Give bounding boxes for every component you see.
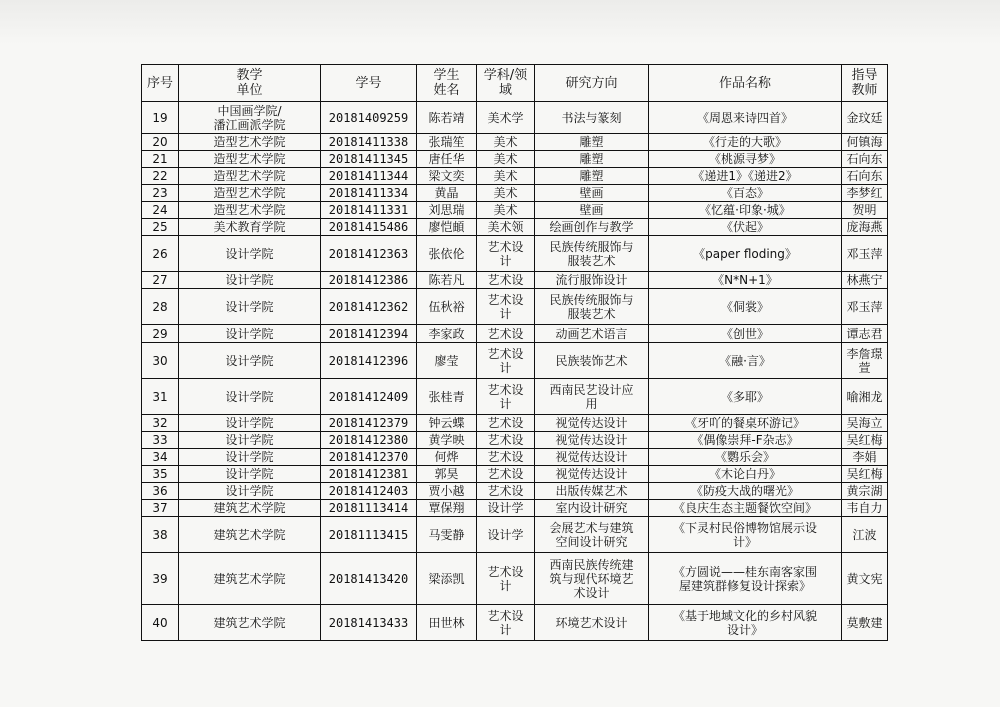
table-row <box>142 134 888 151</box>
cell-unit: 设计学院 <box>179 236 321 272</box>
cell-research-direction: 环境艺术设计 <box>535 605 649 641</box>
cell-research-direction: 视觉传达设计 <box>535 449 649 466</box>
cell-discipline: 设计学 <box>477 500 535 517</box>
cell-unit: 设计学院 <box>179 379 321 415</box>
cell-research-direction: 民族装饰艺术 <box>535 343 649 379</box>
cell-index: 20 <box>142 134 179 151</box>
cell-unit: 美术教育学院 <box>179 219 321 236</box>
header-row <box>142 65 888 102</box>
cell-advisor: 喻湘龙 <box>842 379 888 415</box>
cell-discipline: 艺术设 计 <box>477 379 535 415</box>
cell-index: 27 <box>142 272 179 289</box>
cell-index: 19 <box>142 102 179 134</box>
cell-index: 24 <box>142 202 179 219</box>
cell-student-id: 20181412381 <box>321 466 417 483</box>
cell-research-direction: 民族传统服饰与 服装艺术 <box>535 236 649 272</box>
table-row <box>142 151 888 168</box>
cell-unit: 设计学院 <box>179 432 321 449</box>
cell-advisor: 林燕宁 <box>842 272 888 289</box>
header-unit: 教学 单位 <box>179 65 321 102</box>
cell-discipline: 艺术设 <box>477 466 535 483</box>
table-row <box>142 325 888 343</box>
cell-discipline: 美术 <box>477 202 535 219</box>
cell-index: 35 <box>142 466 179 483</box>
cell-discipline: 艺术设 <box>477 272 535 289</box>
cell-research-direction: 绘画创作与教学 <box>535 219 649 236</box>
cell-student-name: 刘思瑞 <box>417 202 477 219</box>
cell-work-title: 《多耶》 <box>649 379 842 415</box>
cell-student-id: 20181412396 <box>321 343 417 379</box>
cell-index: 26 <box>142 236 179 272</box>
cell-student-id: 20181411331 <box>321 202 417 219</box>
cell-advisor: 邓玉萍 <box>842 289 888 325</box>
cell-discipline: 艺术设 计 <box>477 289 535 325</box>
cell-advisor: 邓玉萍 <box>842 236 888 272</box>
cell-student-id: 20181411334 <box>321 185 417 202</box>
cell-student-name: 覃保翔 <box>417 500 477 517</box>
cell-student-id: 20181412409 <box>321 379 417 415</box>
cell-student-name: 贾小越 <box>417 483 477 500</box>
cell-unit: 设计学院 <box>179 415 321 432</box>
cell-student-name: 陈若靖 <box>417 102 477 134</box>
cell-discipline: 设计学 <box>477 517 535 553</box>
cell-student-id: 20181409259 <box>321 102 417 134</box>
cell-index: 33 <box>142 432 179 449</box>
cell-student-name: 梁文奕 <box>417 168 477 185</box>
cell-work-title: 《创世》 <box>649 325 842 343</box>
cell-unit: 建筑艺术学院 <box>179 605 321 641</box>
cell-unit: 设计学院 <box>179 466 321 483</box>
table-row <box>142 272 888 289</box>
document-sheet <box>141 64 888 641</box>
header-student-id: 学号 <box>321 65 417 102</box>
table-row <box>142 236 888 272</box>
cell-work-title: 《鹦乐会》 <box>649 449 842 466</box>
cell-advisor: 谭志君 <box>842 325 888 343</box>
cell-student-id: 20181412370 <box>321 449 417 466</box>
cell-research-direction: 书法与篆刻 <box>535 102 649 134</box>
header-research-direction: 研究方向 <box>535 65 649 102</box>
cell-research-direction: 雕塑 <box>535 151 649 168</box>
cell-student-name: 李家政 <box>417 325 477 343</box>
cell-work-title: 《行走的大歌》 <box>649 134 842 151</box>
cell-student-name: 廖恺頔 <box>417 219 477 236</box>
cell-student-name: 黄学映 <box>417 432 477 449</box>
cell-student-id: 20181412362 <box>321 289 417 325</box>
cell-index: 23 <box>142 185 179 202</box>
cell-index: 37 <box>142 500 179 517</box>
cell-advisor: 石向东 <box>842 151 888 168</box>
cell-advisor: 韦自力 <box>842 500 888 517</box>
cell-unit: 设计学院 <box>179 449 321 466</box>
cell-student-id: 20181412363 <box>321 236 417 272</box>
scan-shadow <box>0 0 1000 44</box>
cell-work-title: 《忆蕴·印象·城》 <box>649 202 842 219</box>
table-row <box>142 605 888 641</box>
cell-research-direction: 西南民族传统建 筑与现代环境艺 术设计 <box>535 553 649 605</box>
cell-unit: 建筑艺术学院 <box>179 553 321 605</box>
cell-student-id: 20181413433 <box>321 605 417 641</box>
cell-advisor: 黄文宪 <box>842 553 888 605</box>
cell-discipline: 美术领 <box>477 219 535 236</box>
table-row <box>142 343 888 379</box>
cell-student-name: 张依伦 <box>417 236 477 272</box>
cell-student-id: 20181113414 <box>321 500 417 517</box>
cell-work-title: 《递进1》《递进2》 <box>649 168 842 185</box>
cell-advisor: 吴红梅 <box>842 466 888 483</box>
cell-advisor: 黄宗湖 <box>842 483 888 500</box>
cell-unit: 中国画学院/ 潘江画派学院 <box>179 102 321 134</box>
cell-student-id: 20181415486 <box>321 219 417 236</box>
table-row <box>142 553 888 605</box>
table-body <box>142 102 888 641</box>
table-row <box>142 289 888 325</box>
cell-work-title: 《桃源寻梦》 <box>649 151 842 168</box>
cell-unit: 造型艺术学院 <box>179 185 321 202</box>
cell-discipline: 艺术设 计 <box>477 236 535 272</box>
cell-student-name: 钟云蝶 <box>417 415 477 432</box>
cell-unit: 造型艺术学院 <box>179 202 321 219</box>
cell-discipline: 艺术设 计 <box>477 605 535 641</box>
cell-work-title: 《基于地域文化的乡村风貌 设计》 <box>649 605 842 641</box>
table-row <box>142 449 888 466</box>
cell-index: 31 <box>142 379 179 415</box>
cell-student-name: 马雯静 <box>417 517 477 553</box>
cell-index: 30 <box>142 343 179 379</box>
cell-advisor: 李梦红 <box>842 185 888 202</box>
cell-discipline: 美术 <box>477 185 535 202</box>
cell-work-title: 《融·言》 <box>649 343 842 379</box>
table-row <box>142 168 888 185</box>
cell-advisor: 吴红梅 <box>842 432 888 449</box>
cell-research-direction: 壁画 <box>535 185 649 202</box>
cell-index: 39 <box>142 553 179 605</box>
table-row <box>142 202 888 219</box>
cell-student-id: 20181412394 <box>321 325 417 343</box>
cell-student-name: 黄晶 <box>417 185 477 202</box>
cell-discipline: 美术 <box>477 134 535 151</box>
cell-work-title: 《侗裳》 <box>649 289 842 325</box>
cell-student-id: 20181411344 <box>321 168 417 185</box>
cell-unit: 造型艺术学院 <box>179 168 321 185</box>
cell-research-direction: 雕塑 <box>535 168 649 185</box>
header-discipline: 学科/领 域 <box>477 65 535 102</box>
cell-work-title: 《下灵村民俗博物馆展示设 计》 <box>649 517 842 553</box>
cell-advisor: 庞海燕 <box>842 219 888 236</box>
cell-discipline: 美术 <box>477 151 535 168</box>
cell-work-title: 《paper floding》 <box>649 236 842 272</box>
cell-research-direction: 视觉传达设计 <box>535 432 649 449</box>
cell-student-id: 20181113415 <box>321 517 417 553</box>
cell-advisor: 贺明 <box>842 202 888 219</box>
header-index: 序号 <box>142 65 179 102</box>
cell-research-direction: 民族传统服饰与 服装艺术 <box>535 289 649 325</box>
cell-work-title: 《木论白丹》 <box>649 466 842 483</box>
cell-student-name: 田世林 <box>417 605 477 641</box>
cell-student-id: 20181412403 <box>321 483 417 500</box>
student-works-table <box>141 64 888 641</box>
cell-research-direction: 西南民艺设计应 用 <box>535 379 649 415</box>
header-advisor: 指导 教师 <box>842 65 888 102</box>
cell-research-direction: 雕塑 <box>535 134 649 151</box>
cell-advisor: 江波 <box>842 517 888 553</box>
cell-unit: 造型艺术学院 <box>179 151 321 168</box>
cell-work-title: 《N*N+1》 <box>649 272 842 289</box>
table-row <box>142 432 888 449</box>
cell-unit: 设计学院 <box>179 343 321 379</box>
table-row <box>142 517 888 553</box>
cell-work-title: 《防疫大战的曙光》 <box>649 483 842 500</box>
cell-student-name: 陈若凡 <box>417 272 477 289</box>
cell-discipline: 艺术设 <box>477 449 535 466</box>
cell-research-direction: 流行服饰设计 <box>535 272 649 289</box>
cell-index: 29 <box>142 325 179 343</box>
cell-unit: 建筑艺术学院 <box>179 500 321 517</box>
cell-student-id: 20181412386 <box>321 272 417 289</box>
cell-index: 28 <box>142 289 179 325</box>
cell-student-name: 唐任华 <box>417 151 477 168</box>
cell-discipline: 美术学 <box>477 102 535 134</box>
cell-student-id: 20181411338 <box>321 134 417 151</box>
cell-index: 25 <box>142 219 179 236</box>
cell-discipline: 艺术设 计 <box>477 553 535 605</box>
cell-discipline: 艺术设 <box>477 325 535 343</box>
cell-index: 38 <box>142 517 179 553</box>
cell-student-id: 20181411345 <box>321 151 417 168</box>
cell-student-name: 郭昊 <box>417 466 477 483</box>
cell-unit: 设计学院 <box>179 325 321 343</box>
cell-research-direction: 会展艺术与建筑 空间设计研究 <box>535 517 649 553</box>
cell-research-direction: 出版传媒艺术 <box>535 483 649 500</box>
cell-work-title: 《百态》 <box>649 185 842 202</box>
cell-advisor: 李詹璟 萱 <box>842 343 888 379</box>
header-work-title: 作品名称 <box>649 65 842 102</box>
table-row <box>142 102 888 134</box>
cell-advisor: 吴海立 <box>842 415 888 432</box>
cell-work-title: 《牙吖的餐桌环游记》 <box>649 415 842 432</box>
cell-index: 34 <box>142 449 179 466</box>
cell-student-name: 廖莹 <box>417 343 477 379</box>
cell-research-direction: 室内设计研究 <box>535 500 649 517</box>
table-row <box>142 483 888 500</box>
cell-index: 40 <box>142 605 179 641</box>
cell-discipline: 美术 <box>477 168 535 185</box>
cell-student-name: 伍秋裕 <box>417 289 477 325</box>
cell-advisor: 李娟 <box>842 449 888 466</box>
cell-student-id: 20181412379 <box>321 415 417 432</box>
cell-work-title: 《伏起》 <box>649 219 842 236</box>
cell-student-name: 何烨 <box>417 449 477 466</box>
table-row <box>142 500 888 517</box>
table-row <box>142 415 888 432</box>
cell-index: 22 <box>142 168 179 185</box>
cell-unit: 建筑艺术学院 <box>179 517 321 553</box>
cell-student-name: 张瑞笙 <box>417 134 477 151</box>
cell-research-direction: 视觉传达设计 <box>535 415 649 432</box>
cell-research-direction: 动画艺术语言 <box>535 325 649 343</box>
cell-research-direction: 壁画 <box>535 202 649 219</box>
cell-advisor: 金玟廷 <box>842 102 888 134</box>
cell-unit: 设计学院 <box>179 483 321 500</box>
table-row <box>142 185 888 202</box>
cell-advisor: 莫敷建 <box>842 605 888 641</box>
cell-student-name: 梁添凯 <box>417 553 477 605</box>
table-row <box>142 466 888 483</box>
cell-work-title: 《偶像崇拜-F杂志》 <box>649 432 842 449</box>
cell-research-direction: 视觉传达设计 <box>535 466 649 483</box>
cell-student-id: 20181413420 <box>321 553 417 605</box>
table-row <box>142 379 888 415</box>
cell-unit: 设计学院 <box>179 289 321 325</box>
cell-work-title: 《良庆生态主题餐饮空间》 <box>649 500 842 517</box>
cell-discipline: 艺术设 <box>477 432 535 449</box>
cell-unit: 造型艺术学院 <box>179 134 321 151</box>
cell-discipline: 艺术设 <box>477 483 535 500</box>
cell-advisor: 石向东 <box>842 168 888 185</box>
cell-index: 21 <box>142 151 179 168</box>
header-student-name: 学生 姓名 <box>417 65 477 102</box>
cell-discipline: 艺术设 计 <box>477 343 535 379</box>
cell-advisor: 何镇海 <box>842 134 888 151</box>
cell-work-title: 《周恩来诗四首》 <box>649 102 842 134</box>
cell-work-title: 《方圆说——桂东南客家围 屋建筑群修复设计探索》 <box>649 553 842 605</box>
cell-student-id: 20181412380 <box>321 432 417 449</box>
cell-discipline: 艺术设 <box>477 415 535 432</box>
table-row <box>142 219 888 236</box>
cell-index: 36 <box>142 483 179 500</box>
cell-index: 32 <box>142 415 179 432</box>
cell-student-name: 张桂青 <box>417 379 477 415</box>
cell-unit: 设计学院 <box>179 272 321 289</box>
